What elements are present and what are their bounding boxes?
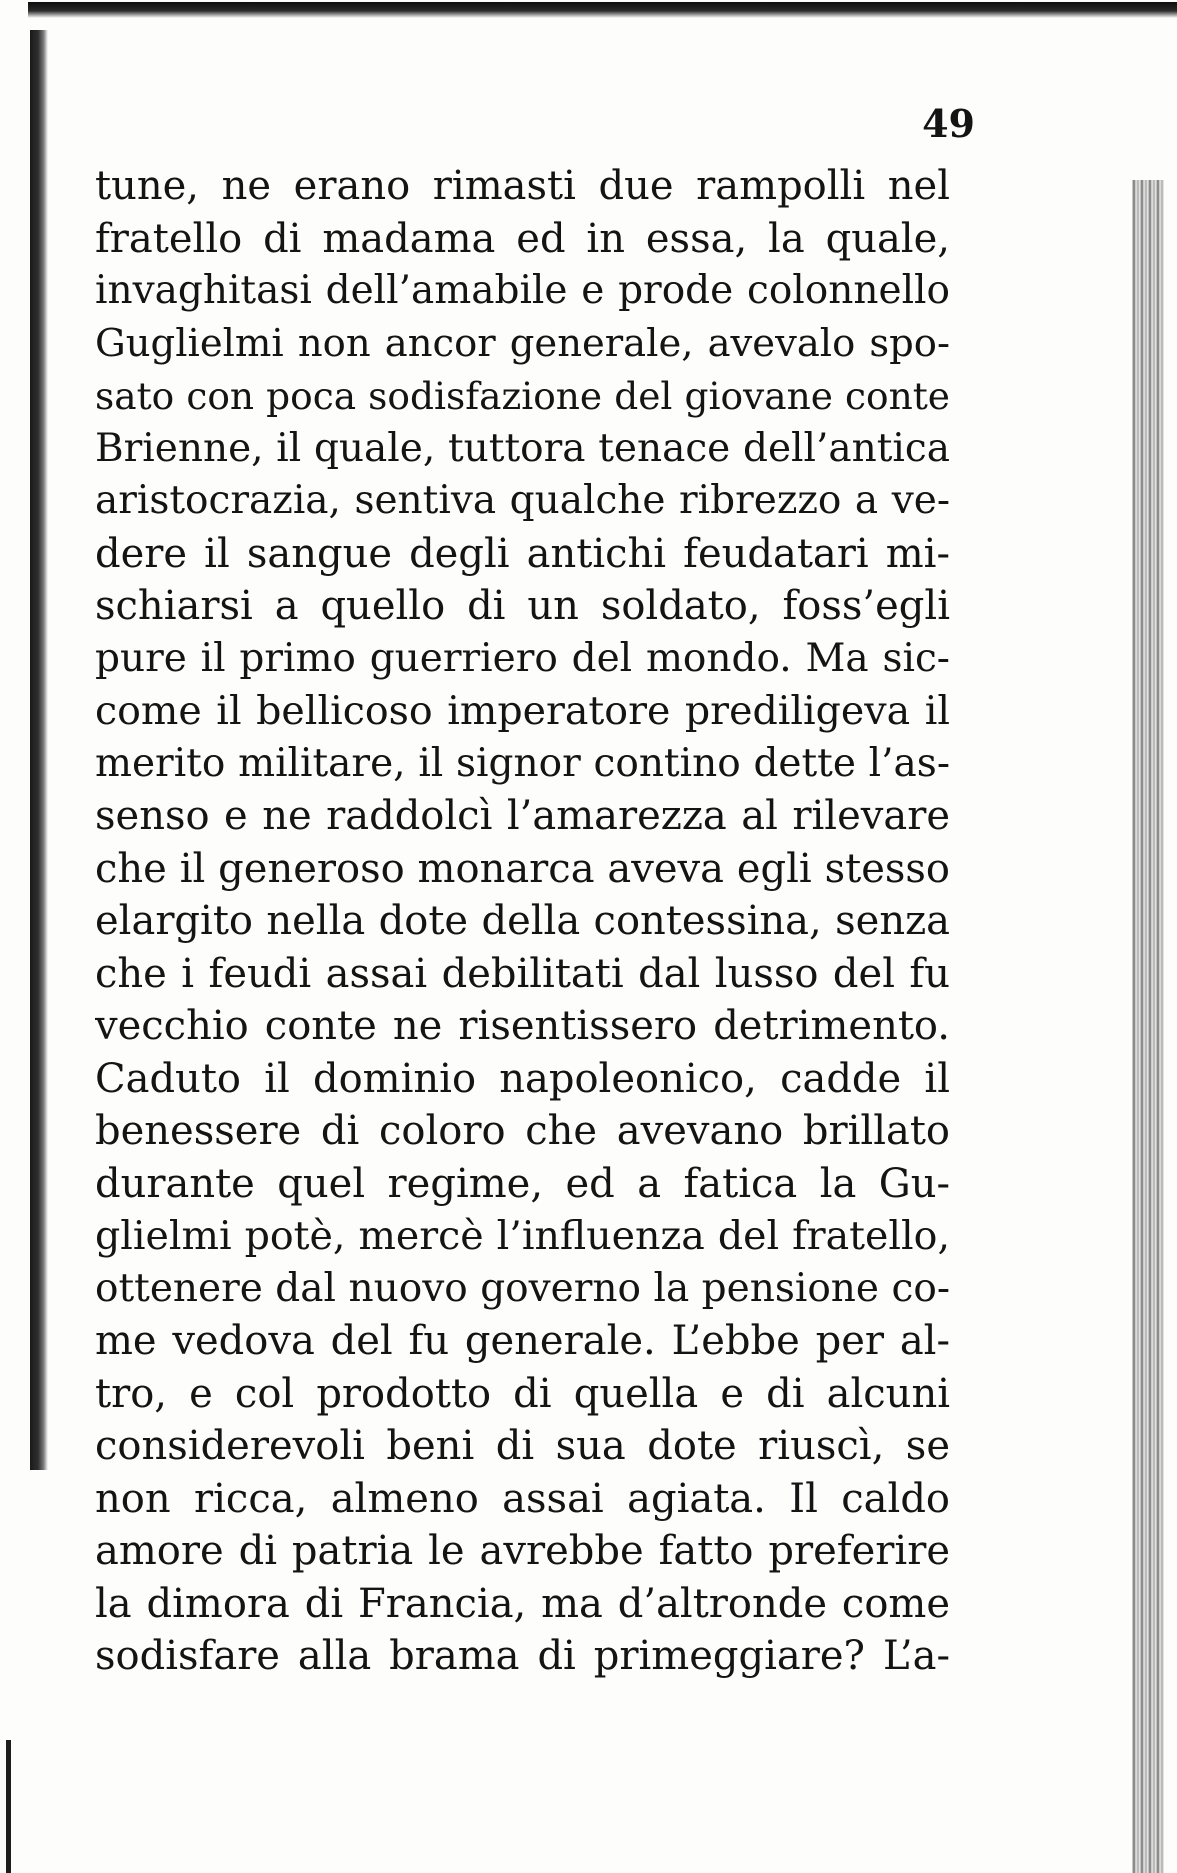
text-line: fratello di madama ed in essa, la quale, bbox=[95, 215, 950, 262]
text-line: Caduto il dominio napoleonico, cadde il bbox=[95, 1055, 950, 1102]
text-line: durante quel regime, ed a fatica la Gu- bbox=[95, 1160, 950, 1207]
text-line: considerevoli beni di sua dote riuscì, se bbox=[95, 1423, 950, 1469]
text-line: sodisfare alla brama di primeggiare? L’a- bbox=[95, 1633, 950, 1679]
text-line: benessere di coloro che avevano brillato bbox=[95, 1108, 950, 1154]
text-line: come il bellicoso imperatore prediligeva il bbox=[95, 688, 950, 734]
text-line: senso e ne raddolcì l’amarezza al rilevare bbox=[95, 793, 950, 839]
text-line: amore di patria le avrebbe fatto preferire bbox=[95, 1528, 950, 1574]
left-binding-shadow bbox=[30, 30, 48, 1470]
text-line: ottenere dal nuovo governo la pensione co- bbox=[95, 1265, 950, 1311]
text-line: vecchio conte ne risentissero detrimento. bbox=[95, 1003, 950, 1049]
text-line: pure il primo guerriero del mondo. Ma sic- bbox=[95, 635, 950, 681]
text-line: la dimora di Francia, ma d’altronde come bbox=[95, 1580, 950, 1627]
text-line: tune, ne erano rimasti due rampolli nel bbox=[95, 163, 950, 209]
text-line: dere il sangue degli antichi feudatari mi- bbox=[95, 530, 950, 577]
text-line: Brienne, il quale, tuttora tenace dell’antica bbox=[95, 425, 950, 471]
text-line: che il generoso monarca aveva egli stesso bbox=[95, 845, 950, 892]
text-line: aristocrazia, sentiva qualche ribrezzo a ve- bbox=[95, 478, 950, 523]
text-line: tro, e col prodotto di quella e di alcuni bbox=[95, 1370, 950, 1417]
body-text bbox=[95, 160, 950, 1683]
text-line: invaghitasi dell’amabile e prode colonnello bbox=[95, 268, 950, 313]
text-line: schiarsi a quello di un soldato, foss’egli bbox=[95, 583, 950, 629]
text-line: che i feudi assai debilitati dal lusso del fu bbox=[95, 950, 950, 997]
text-line: glielmi potè, mercè l’influenza del fratello, bbox=[95, 1213, 950, 1259]
page-number: 49 bbox=[922, 101, 975, 146]
text-line: elargito nella dote della contessina, senza bbox=[95, 898, 950, 944]
text-line: non ricca, almeno assai agiata. Il caldo bbox=[95, 1475, 950, 1522]
top-scan-edge bbox=[28, 2, 1177, 18]
left-scan-edge bbox=[6, 1740, 11, 1873]
text-line: sato con poca sodisfazione del giovane conte bbox=[95, 374, 950, 418]
right-page-edges bbox=[1132, 180, 1164, 1873]
text-line: me vedova del fu generale. L’ebbe per al- bbox=[95, 1318, 950, 1364]
text-line: Guglielmi non ancor generale, avevalo spo- bbox=[95, 320, 950, 366]
text-line: merito militare, il signor contino dette l’as- bbox=[95, 740, 950, 786]
